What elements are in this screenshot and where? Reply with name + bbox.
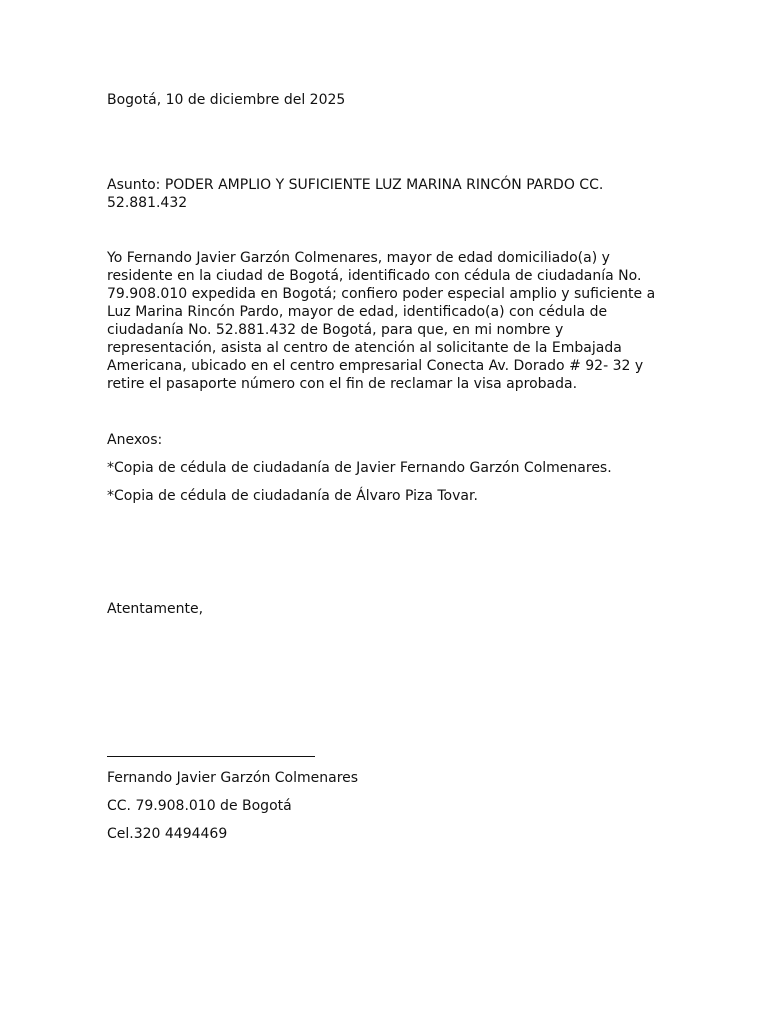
body-line: representación, asista al centro de atención al solicitante de la Embajada [107,340,622,356]
closing: Atentamente, [107,601,204,617]
annex-item: *Copia de cédula de ciudadanía de Álvaro Piza Tovar. [107,488,478,504]
subject-line: 52.881.432 [107,195,188,211]
body-line: residente en la ciudad de Bogotá, identificado con cédula de ciudadanía No. [107,268,642,284]
body-line: Americana, ubicado en el centro empresarial Conecta Av. Dorado # 92- 32 y [107,358,644,374]
body-paragraph [107,249,667,393]
body-line: retire el pasaporte número con el fin de reclamar la visa aprobada. [107,376,578,392]
signature-id: CC. 79.908.010 de Bogotá [107,798,292,814]
body-line: Yo Fernando Javier Garzón Colmenares, mayor de edad domiciliado(a) y [107,250,610,266]
body-line: 79.908.010 expedida en Bogotá; confiero poder especial amplio y suficiente a [107,286,656,302]
annex-item: *Copia de cédula de ciudadanía de Javier Fernando Garzón Colmenares. [107,460,612,476]
subject [107,176,667,212]
date-line: Bogotá, 10 de diciembre del 2025 [107,92,346,108]
body-line: Luz Marina Rincón Pardo, mayor de edad, identificado(a) con cédula de [107,304,608,320]
signature-line [107,756,315,757]
subject-line: Asunto: PODER AMPLIO Y SUFICIENTE LUZ MARINA RINCÓN PARDO CC. [107,177,604,193]
signature-phone: Cel.320 4494469 [107,826,228,842]
signature-name: Fernando Javier Garzón Colmenares [107,770,359,786]
body-line: ciudadanía No. 52.881.432 de Bogotá, para que, en mi nombre y [107,322,564,338]
annexes-heading: Anexos: [107,432,163,448]
